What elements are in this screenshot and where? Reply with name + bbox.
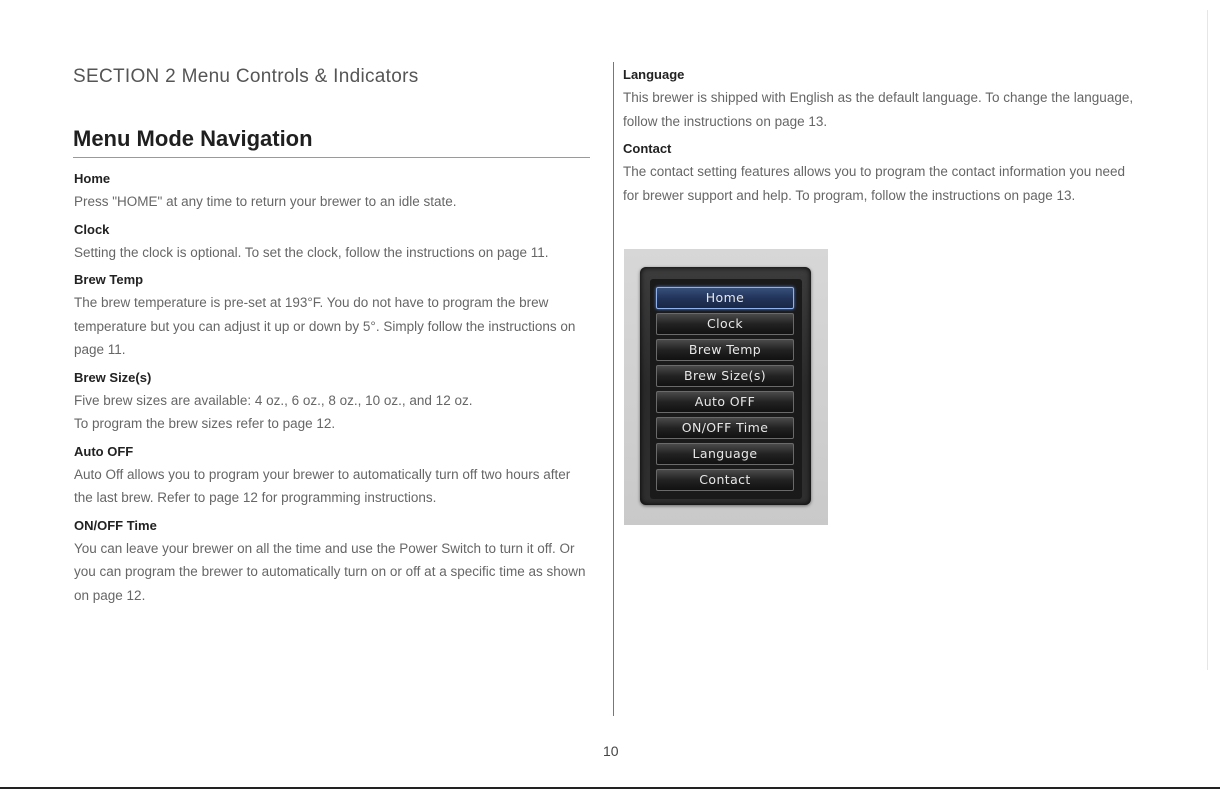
entry-body: This brewer is shipped with English as the default language. To change the language, follow the instructions on page 13. — [623, 90, 1134, 129]
entry-body: Press "HOME" at any time to return your brewer to an idle state. — [74, 194, 457, 209]
entry-heading: Home — [74, 171, 111, 186]
brewer-screen-image — [624, 249, 828, 525]
entry-heading: Brew Size(s) — [74, 369, 152, 385]
right-column — [623, 66, 1143, 214]
column-divider — [613, 62, 614, 716]
screen-display — [650, 279, 802, 499]
menu-item-language: Language — [656, 443, 794, 465]
menu-item-auto-off: Auto OFF — [656, 391, 794, 413]
page-edge — [1207, 10, 1208, 670]
bottom-rule — [0, 787, 1220, 789]
menu-item-home: Home — [656, 287, 794, 309]
page-title: Menu Mode Navigation — [73, 126, 313, 151]
section-header: SECTION 2 Menu Controls & Indicators — [73, 66, 419, 87]
entry-home — [74, 170, 589, 214]
menu-item-on-off-time: ON/OFF Time — [656, 417, 794, 439]
entry-heading: Clock — [74, 221, 110, 237]
entry-contact — [623, 140, 1143, 207]
entry-clock — [74, 221, 589, 265]
entry-auto-off — [74, 443, 589, 510]
entry-brew-temp — [74, 271, 589, 362]
entry-body: The brew temperature is pre-set at 193°F. You do not have to program the brew temperature but you can adjust it up or down by 5°. Simply follow the instructions on page 11. — [74, 295, 576, 357]
title-rule — [73, 157, 590, 158]
entry-body: To program the brew sizes refer to page 12. — [74, 416, 336, 431]
left-column — [74, 170, 589, 614]
entry-heading: Brew Temp — [74, 272, 144, 287]
entry-heading: Auto OFF — [74, 443, 134, 459]
screen-bezel — [640, 267, 811, 505]
menu-item-brew-temp: Brew Temp — [656, 339, 794, 361]
entry-body: The contact setting features allows you to program the contact information you need for brewer support and help. To program, follow the instructions on page 13. — [623, 164, 1126, 203]
entry-brew-sizes — [74, 369, 589, 436]
menu-item-contact: Contact — [656, 469, 794, 491]
entry-body: Setting the clock is optional. To set the clock, follow the instructions on page 11. — [74, 244, 549, 260]
entry-language — [623, 66, 1143, 133]
entry-body: Auto Off allows you to program your brewer to automatically turn off two hours after the last brew. Refer to page 12 for programming instructions. — [74, 466, 571, 505]
entry-on-off-time — [74, 517, 589, 608]
menu-item-clock: Clock — [656, 313, 794, 335]
entry-body: Five brew sizes are available: 4 oz., 6 oz., 8 oz., 10 oz., and 12 oz. — [74, 392, 473, 408]
entry-heading: Contact — [623, 141, 672, 156]
entry-body: You can leave your brewer on all the time and use the Power Switch to turn it off. Or you can program the brewer to automatically turn on or off at a specific time as shown on page 12. — [74, 540, 586, 603]
menu-item-brew-sizes: Brew Size(s) — [656, 365, 794, 387]
entry-heading: Language — [623, 67, 685, 82]
entry-heading: ON/OFF Time — [74, 517, 157, 533]
page-number: 10 — [603, 743, 619, 759]
